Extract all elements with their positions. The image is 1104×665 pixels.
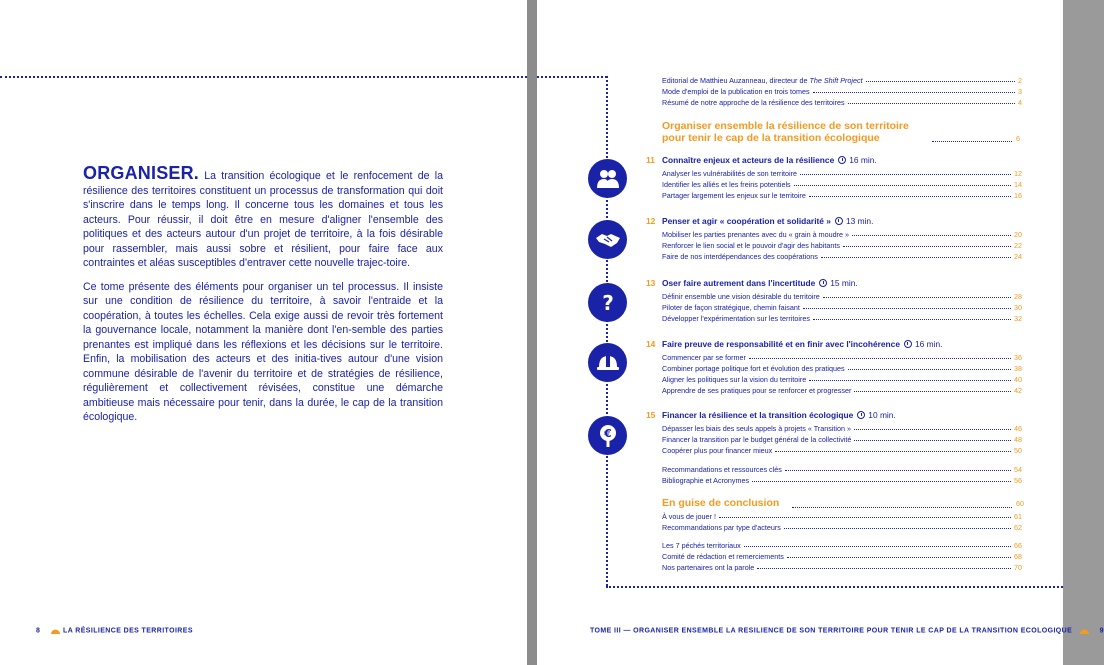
toc-entry-text: Apprendre de ses pratiques pour se renforcer et progresser xyxy=(662,386,852,395)
dot-leader xyxy=(866,81,1015,82)
section-title[interactable] xyxy=(662,339,942,349)
toc-entry-label xyxy=(662,169,797,178)
toc-entry[interactable] xyxy=(662,169,1022,178)
toc-entry[interactable] xyxy=(662,76,1022,85)
toc-entry-text: Analyser les vulnérabilités de son territoire xyxy=(662,169,798,178)
toc-entry-label xyxy=(662,191,806,200)
toc-entry-page: 16 xyxy=(1014,191,1022,200)
toc-entry-text: Bibliographie et Acronymes xyxy=(662,476,750,485)
dot-leader xyxy=(784,528,1011,529)
toc-entry[interactable] xyxy=(662,512,1022,521)
toc-entry-text: Résumé de notre approche de la résilience des territoires xyxy=(662,98,845,107)
toc-entry[interactable] xyxy=(662,465,1022,474)
toc-entry[interactable] xyxy=(662,476,1022,485)
toc-entry-label xyxy=(662,552,784,561)
part-title-line2: pour tenir le cap de la transition écologique xyxy=(662,132,880,144)
toc-entry-text: Identifier les alliés et les freins potentiels xyxy=(662,180,791,189)
toc-entry-label xyxy=(662,375,806,384)
dot-leader xyxy=(792,507,1012,508)
toc-entry-label xyxy=(662,230,849,239)
toc-entry-page: 3 xyxy=(1018,87,1022,96)
section-number: 14 xyxy=(646,339,656,349)
toc-entry-label xyxy=(662,512,716,521)
dot-leader xyxy=(852,235,1011,236)
toc-entry[interactable] xyxy=(662,364,1022,373)
toc-entry-text: Recommandations par type d'acteurs xyxy=(662,523,781,532)
toc-entry-label xyxy=(662,180,791,189)
toc-entry-text: À vous de jouer ! xyxy=(662,512,716,521)
toc-entry-text: Faire de nos interdépendances des coopérations xyxy=(662,252,818,261)
toc-entry[interactable] xyxy=(662,386,1022,395)
dot-leader xyxy=(809,196,1011,197)
dot-leader xyxy=(752,481,1011,482)
toc-entry[interactable] xyxy=(662,375,1022,384)
toc-entry-page: 54 xyxy=(1014,465,1022,474)
toc-entry-page: 40 xyxy=(1014,375,1022,384)
dot-leader xyxy=(775,451,1011,452)
toc-entry-text: Renforcer le lien social et le pouvoir d'agir des habitants xyxy=(662,241,840,250)
section-title[interactable] xyxy=(662,410,896,420)
toc-entry-text: Recommandations et ressources clés xyxy=(662,465,782,474)
dot-leader xyxy=(813,319,1011,320)
toc-entry-page: 24 xyxy=(1014,252,1022,261)
toc-entry[interactable] xyxy=(662,563,1022,572)
clock-icon xyxy=(857,411,865,419)
toc-entry-label xyxy=(662,241,840,250)
toc-entry-text: Aligner les politiques sur la vision du territoire xyxy=(662,375,807,384)
section-title[interactable] xyxy=(662,278,858,288)
conclusion-page: 60 xyxy=(1016,499,1024,508)
dot-leader xyxy=(854,391,1011,392)
clock-icon xyxy=(838,156,846,164)
bottom-dotted-border xyxy=(606,586,1063,588)
svg-text:?: ? xyxy=(601,290,614,315)
toc-entry-text: Piloter de façon stratégique, chemin faisant xyxy=(662,303,800,312)
dot-leader xyxy=(757,568,1011,569)
toc-entry[interactable] xyxy=(662,98,1022,107)
toc-entry-page: 14 xyxy=(1014,180,1022,189)
paragraph-2: Ce tome présente des éléments pour organiser un tel processus. Il insiste sur une condition de résilience du territoire, à savoir l'entraide et la coopération, à toutes les échelles. Cela exige aussi de revoir très fortement la gouvernance locale, notamment la manière dont l'en-semble des parties prenantes est impliqué dans les réflexions et les décisions sur le territoire. Enfin, la mobilisation des acteurs et des initia-tives autour d'une vision commune désirable de l'avenir du territoire et de stratégies de résilience, régulièrement et collectivement révisées, constitue une démarche ambitieuse mais nécessaire pour tenir, dans la durée, le cap de la transition écologique. xyxy=(83,280,443,423)
toc-entry-label xyxy=(662,476,749,485)
toc-entry[interactable] xyxy=(662,353,1022,362)
section-title-text: Financer la résilience et la transition écologique xyxy=(662,410,854,420)
right-footer xyxy=(590,627,1104,634)
top-dotted-border xyxy=(0,76,527,78)
toc-entry-text: Editorial de Matthieu Auzanneau, directeur de xyxy=(662,76,810,85)
toc-entry-page: 42 xyxy=(1014,386,1022,395)
section-title[interactable] xyxy=(662,155,877,165)
section-duration: 16 min. xyxy=(849,155,877,165)
toc-entry-text: Développer l'expérimentation sur les territoires xyxy=(662,314,810,323)
toc-entry-label xyxy=(662,446,772,455)
toc-entry-label xyxy=(662,424,851,433)
toc-entry-label xyxy=(662,523,781,532)
toc-entry-page: 2 xyxy=(1018,76,1022,85)
toc-entry-italic: The Shift Project xyxy=(809,76,863,85)
toc-entry-page: 46 xyxy=(1014,424,1022,433)
dot-leader xyxy=(719,517,1011,518)
clock-icon xyxy=(835,217,843,225)
toc-entry[interactable] xyxy=(662,314,1022,323)
toc-entry-label xyxy=(662,252,818,261)
dot-leader xyxy=(848,103,1015,104)
toc-entry-label xyxy=(662,292,820,301)
toc-entry[interactable] xyxy=(662,523,1022,532)
intro-text xyxy=(83,163,443,434)
toc-entry-text: Coopérer plus pour financer mieux xyxy=(662,446,773,455)
toc-entry-text: Définir ensemble une vision désirable du territoire xyxy=(662,292,820,301)
dot-leader xyxy=(800,174,1011,175)
toc-entry-label xyxy=(662,386,851,395)
left-footer xyxy=(36,627,193,634)
toc-entry[interactable] xyxy=(662,303,1022,312)
toc-entry-label xyxy=(662,314,810,323)
page-gutter xyxy=(527,0,537,665)
toc-entry-page: 22 xyxy=(1014,241,1022,250)
toc-entry-page: 4 xyxy=(1018,98,1022,107)
top-dotted-border xyxy=(537,76,607,78)
section-duration: 13 min. xyxy=(845,216,874,226)
section-duration: 16 min. xyxy=(914,339,943,349)
toc-entry-text: Mode d'emploi de la publication en trois tomes xyxy=(662,87,810,96)
toc-entry-label xyxy=(662,364,845,373)
toc-entry-label xyxy=(662,563,754,572)
section-title[interactable] xyxy=(662,216,873,226)
toc-entry[interactable] xyxy=(662,191,1022,200)
dot-leader xyxy=(803,308,1011,309)
toc-entry-text: Partager largement les enjeux sur le territoire xyxy=(662,191,806,200)
toc-entry-label xyxy=(662,98,845,107)
section-title-text: Faire preuve de responsabilité et en finir avec l'incohérence xyxy=(662,339,900,349)
toc-entry-page: 68 xyxy=(1014,552,1022,561)
page-number: 9 xyxy=(1099,627,1104,635)
paragraph-1 xyxy=(83,163,443,271)
dot-leader xyxy=(749,358,1011,359)
toc-entry[interactable] xyxy=(662,424,1022,433)
lead-word: ORGANISER. xyxy=(83,163,200,183)
toc-entry-page: 48 xyxy=(1014,435,1022,444)
toc-entry[interactable] xyxy=(662,230,1022,239)
toc-entry[interactable] xyxy=(662,241,1022,250)
toc-entry-page: 12 xyxy=(1014,169,1022,178)
toc-entry-text: Combiner portage politique fort et évolution des pratiques xyxy=(662,364,845,373)
toc-entry-page: 28 xyxy=(1014,292,1022,301)
toc-entry-page: 20 xyxy=(1014,230,1022,239)
footer-title: TOME III — ORGANISER ENSEMBLE LA RESILIENCE DE SON TERRITOIRE POUR TENIR LE CAP DE LA TRANSITION ECOLOGIQUE xyxy=(590,627,1073,635)
toc-entry[interactable] xyxy=(662,180,1022,189)
sun-logo-icon xyxy=(1079,627,1090,634)
toc-entry[interactable] xyxy=(662,446,1022,455)
toc-entry-text: Comité de rédaction et remerciements xyxy=(662,552,784,561)
toc-entry-text: Nos partenaires ont la parole xyxy=(662,563,755,572)
dot-leader xyxy=(744,546,1011,547)
toc-entry-label xyxy=(662,303,800,312)
section-title-text: Oser faire autrement dans l'incertitude xyxy=(662,278,816,288)
toc-entry-text: Dépasser les biais des seuls appels à projets « Transition » xyxy=(662,424,851,433)
toc-entry-label xyxy=(662,87,810,96)
dot-leader xyxy=(813,92,1015,93)
dot-leader xyxy=(932,141,1012,142)
toc-entry-page: 62 xyxy=(1014,523,1022,532)
dot-leader xyxy=(785,470,1011,471)
toc-entry-text: Les 7 péchés territoriaux xyxy=(662,541,741,550)
dot-leader xyxy=(854,429,1011,430)
toc-entry-label xyxy=(662,76,863,85)
toc-entry-text: Mobiliser les parties prenantes avec du « grain à moudre » xyxy=(662,230,849,239)
toc-entry-page: 66 xyxy=(1014,541,1022,550)
toc-entry-page: 30 xyxy=(1014,303,1022,312)
dot-leader xyxy=(854,440,1011,441)
clock-icon xyxy=(904,340,912,348)
dot-leader xyxy=(843,246,1011,247)
paragraph-1-text: La transition écologique et le renfocement de la résilience des territoires constituent un processus de transformation qui doit s'inscrire dans le temps long. Il concerne tous les domaines et tous les acteurs. Pour réussir, il doit être en mesure d'aligner l'ensemble des politiques et des acteurs autour d'un projet de territoire, à la fois désirable pour rassembler, mais aussi sobre et résilient, pour faire face aux contraintes et aléas susceptibles d'entraver cette nouvelle trajec-toire. xyxy=(83,170,443,269)
toc-entry-label xyxy=(662,435,851,444)
section-duration: 15 min. xyxy=(830,278,858,288)
toc-entry-label xyxy=(662,353,746,362)
euro-tree-icon xyxy=(588,416,627,455)
toc-entry-page: 32 xyxy=(1014,314,1022,323)
toc-entry[interactable] xyxy=(662,552,1022,561)
toc-entry[interactable] xyxy=(662,87,1022,96)
svg-text:€: € xyxy=(603,426,612,440)
dot-leader xyxy=(794,185,1011,186)
toc-entry[interactable] xyxy=(662,292,1022,301)
toc-entry-label xyxy=(662,541,741,550)
dot-leader xyxy=(823,297,1011,298)
conclusion-title: En guise de conclusion xyxy=(662,497,780,509)
section-title-text: Connaître enjeux et acteurs de la résilience xyxy=(662,155,835,165)
clock-icon xyxy=(819,279,827,287)
helmet-icon xyxy=(588,343,627,382)
left-dotted-border xyxy=(606,76,608,586)
toc-entry[interactable] xyxy=(662,252,1022,261)
toc-entry-text: Financer la transition par le budget général de la collectivité xyxy=(662,435,852,444)
toc-entry-page: 50 xyxy=(1014,446,1022,455)
toc-entry-page: 70 xyxy=(1014,563,1022,572)
toc-entry-page: 38 xyxy=(1014,364,1022,373)
section-number: 15 xyxy=(646,410,656,420)
dot-leader xyxy=(848,369,1011,370)
section-number: 12 xyxy=(646,216,656,226)
sun-logo-icon xyxy=(50,627,61,634)
section-duration: 10 min. xyxy=(868,410,896,420)
dot-leader xyxy=(809,380,1011,381)
footer-title: LA RÉSILIENCE DES TERRITOIRES xyxy=(63,627,193,635)
toc-entry-label xyxy=(662,465,782,474)
people-icon xyxy=(588,159,627,198)
part-page: 6 xyxy=(1016,134,1020,143)
left-page xyxy=(0,0,527,665)
part-title: Organiser ensemble la résilience de son territoire xyxy=(662,120,909,132)
dot-leader xyxy=(787,557,1011,558)
toc-entry[interactable] xyxy=(662,541,1022,550)
section-title-text: Penser et agir « coopération et solidarité » xyxy=(662,216,831,226)
dot-leader xyxy=(821,257,1011,258)
question-icon xyxy=(588,283,627,322)
handshake-icon xyxy=(588,220,627,259)
section-number: 13 xyxy=(646,278,656,288)
page-number: 8 xyxy=(36,627,41,635)
toc-entry-page: 36 xyxy=(1014,353,1022,362)
section-number: 11 xyxy=(646,155,655,165)
toc-entry-text: Commencer par se former xyxy=(662,353,746,362)
toc-entry-page: 61 xyxy=(1014,512,1022,521)
toc-entry-page: 56 xyxy=(1014,476,1022,485)
toc-entry[interactable] xyxy=(662,435,1022,444)
